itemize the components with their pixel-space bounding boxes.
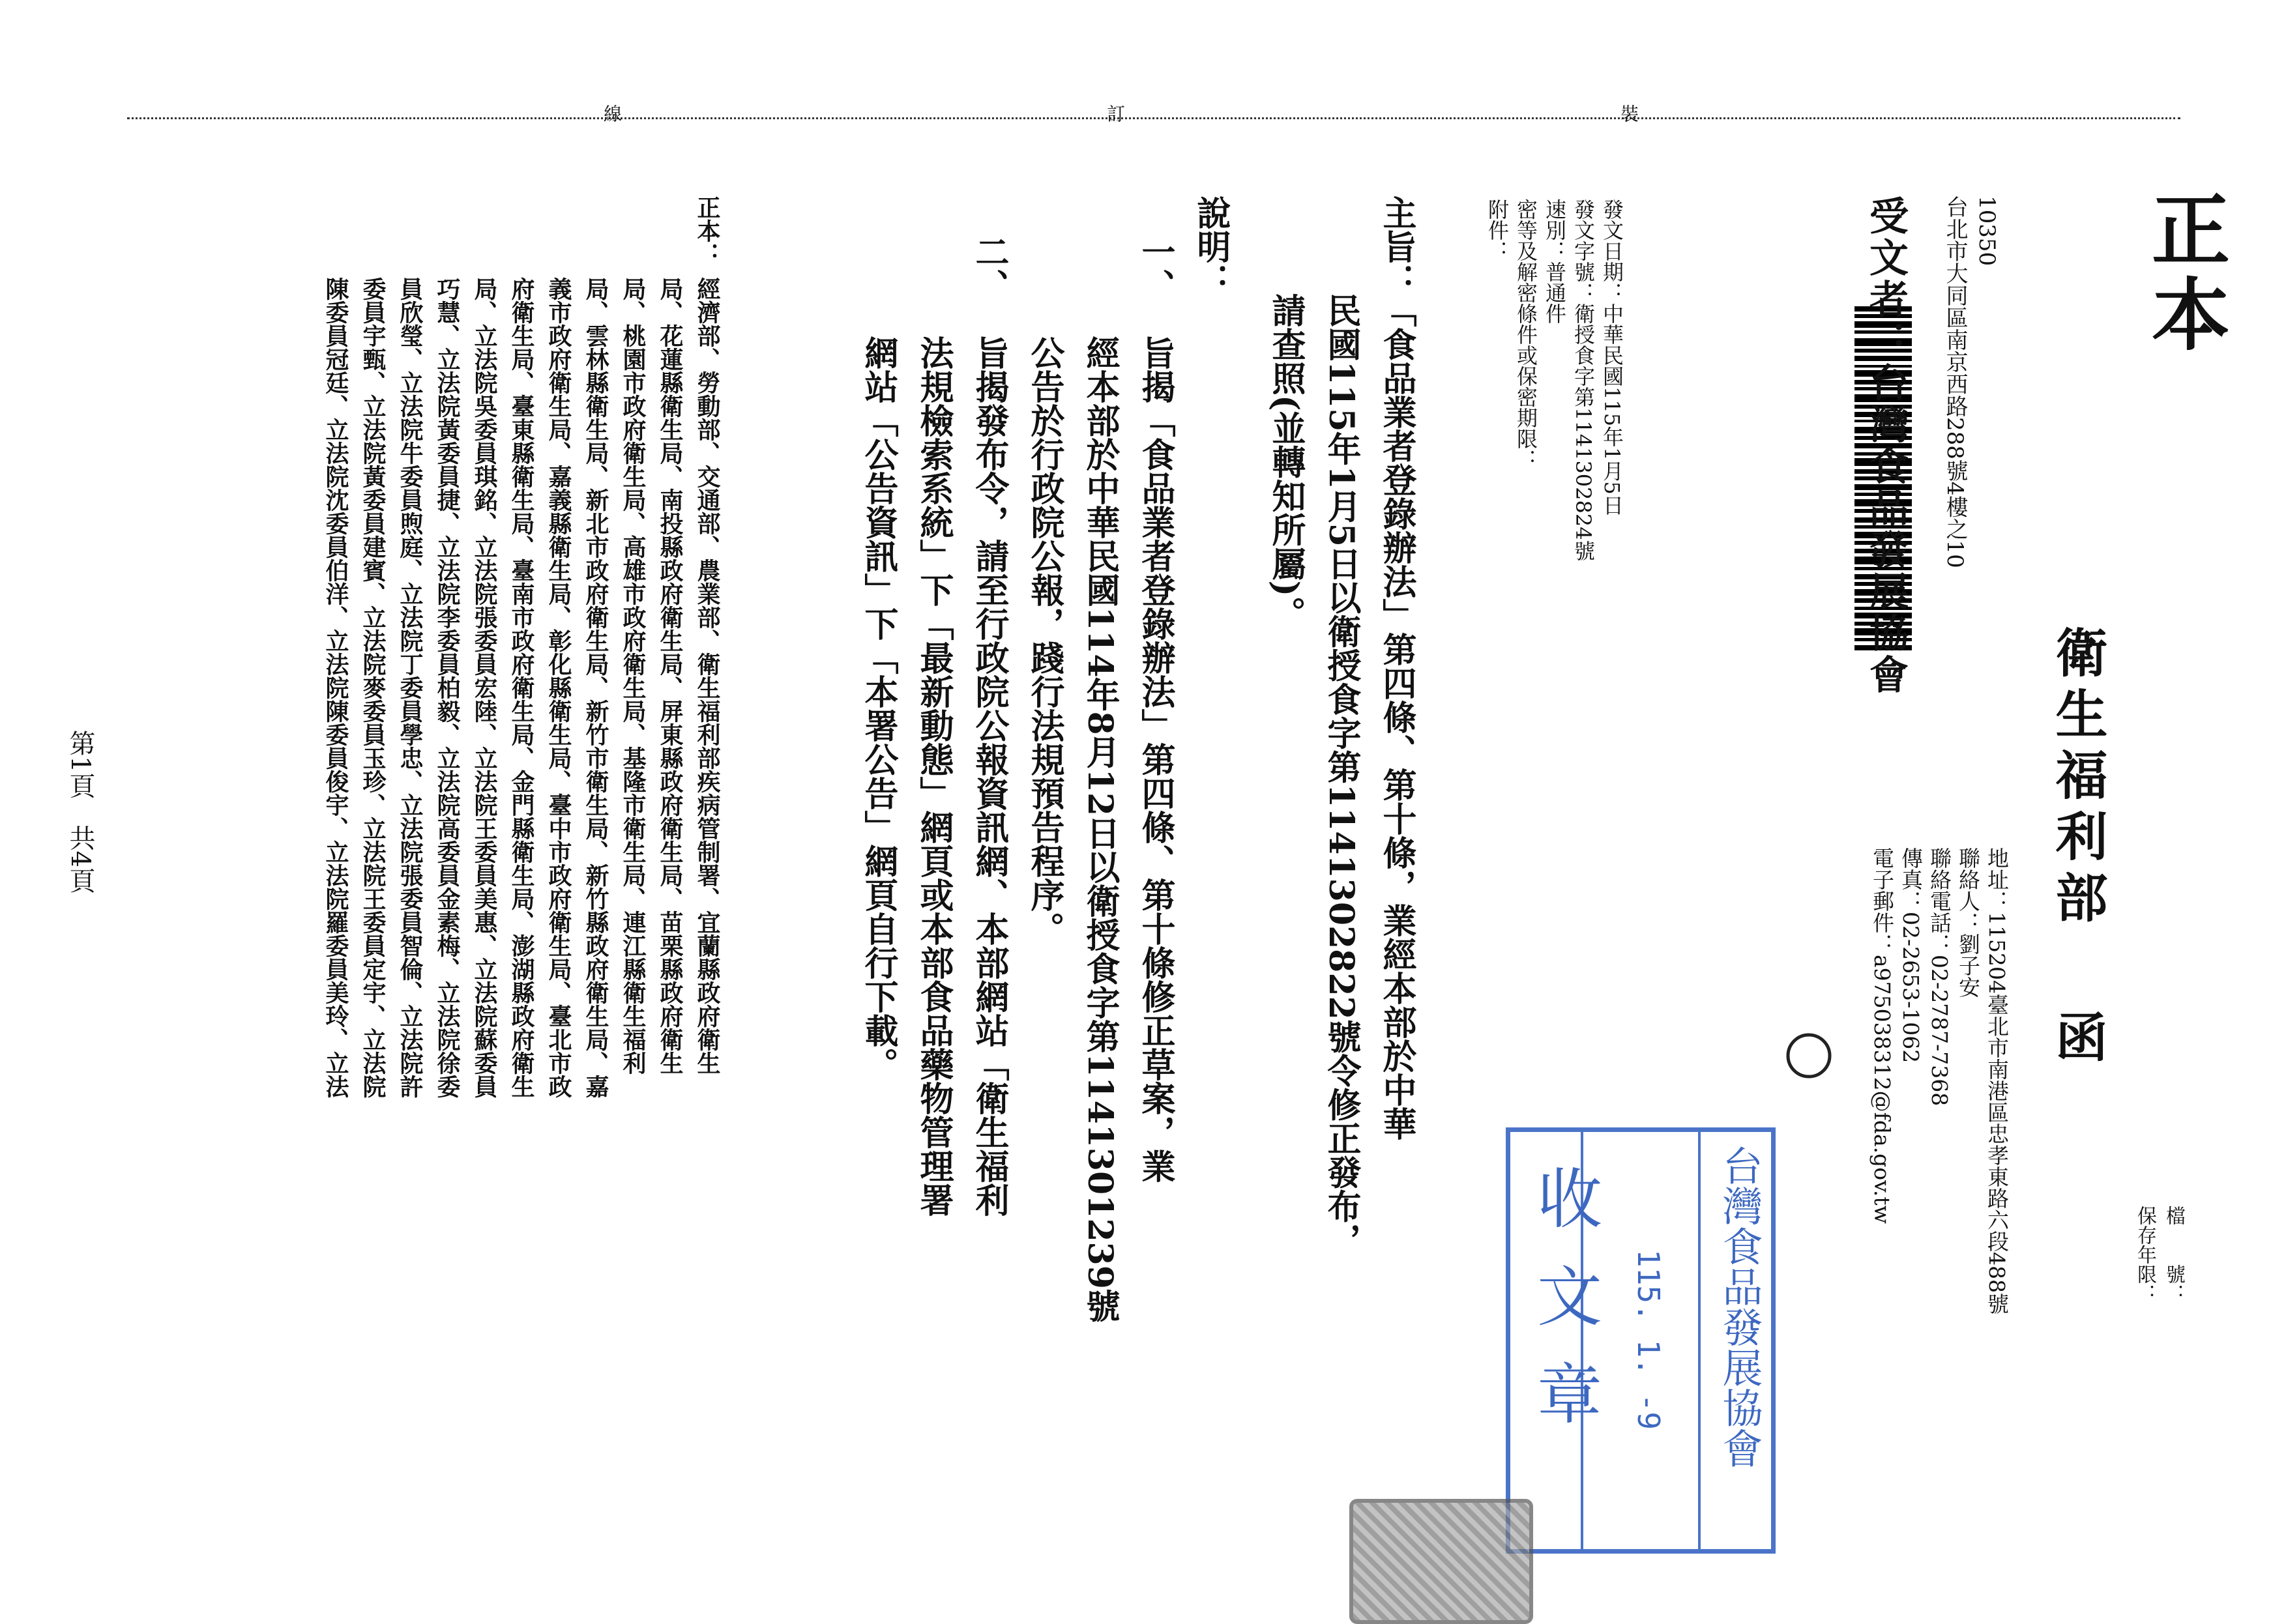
page-number: 第1頁 共4頁 xyxy=(65,730,95,893)
binding-char-xian: 線 xyxy=(601,104,623,123)
stamp-title: 收文章 xyxy=(1526,1165,1602,1458)
sender-address: 地址：115204臺北市南港區忠孝東路六段488號 xyxy=(1984,847,2010,1314)
explanation-item-2-line-1: 旨揭發布令，請至行政院公報資訊網、本部網站「衛生福利 xyxy=(969,336,1009,1217)
binding-char-zhuang: 裝 xyxy=(1618,104,1639,123)
binding-fold-line xyxy=(127,117,2180,119)
explanation-item-2-line-2: 法規檢索系統」下「最新動態」網頁或本部食品藥物管理署 xyxy=(914,336,954,1217)
copies-line-1: 經濟部、勞動部、交通部、農業部、衛生福利部疾病管制署、宜蘭縣政府衛生 xyxy=(694,277,721,1075)
copies-line-9: 員欣瑩、立法院牛委員煦庭、立法院丁委員學忠、立法院張委員智倫、立法院許 xyxy=(396,277,424,1098)
copies-line-6: 府衛生局、臺東縣衛生局、臺南市政府衛生局、金門縣衛生局、澎湖縣政府衛生 xyxy=(508,277,535,1098)
subject-line-3: 請查照(並轉知所屬)。 xyxy=(1266,293,1306,631)
stamp-date: 115. 1. -9 xyxy=(1631,1249,1666,1430)
issue-date: 發文日期：中華民國115年1月5日 xyxy=(1600,199,1624,515)
sender-fax: 傳真：02-2653-1062 xyxy=(1898,847,1924,1064)
attachment-label: 附件： xyxy=(1485,199,1510,261)
delivery-speed: 速別：普通件 xyxy=(1542,199,1567,324)
explanation-item-1-line-1: 旨揭「食品業者登錄辦法」第四條、第十條修正草案，業 xyxy=(1136,336,1175,1183)
recipient-address: 台北市大同區南京西路288號4樓之10 xyxy=(1942,196,1968,568)
received-stamp xyxy=(1506,1127,1776,1554)
circle-mark-icon xyxy=(1783,1030,1835,1082)
explanation-item-1-number: 一、 xyxy=(1136,235,1175,302)
explanation-item-1-line-2: 經本部於中華民國114年8月12日以衛授食字第1141301239號 xyxy=(1080,336,1120,1323)
secrecy-level: 密等及解密條件或保密期限： xyxy=(1514,199,1538,470)
binding-char-ding: 訂 xyxy=(1104,104,1126,123)
copies-line-11: 陳委員冠廷、立法院沈委員伯洋、立法院陳委員俊宇、立法院羅委員美玲、立法 xyxy=(322,277,349,1098)
subject-line-1: 「食品業者登錄辦法」第四條、第十條，業經本部於中華 xyxy=(1377,293,1416,1140)
explanation-item-1-line-3: 公告於行政院公報，踐行法規預告程序。 xyxy=(1025,336,1064,946)
copies-line-2: 局、花蓮縣衛生局、南投縣政府衛生局、屏東縣政府衛生局、苗栗縣政府衛生 xyxy=(656,277,684,1075)
original-copy-mark: 正本 xyxy=(2139,189,2231,358)
recipient-postcode: 10350 xyxy=(1974,196,2000,267)
explanation-item-2-number: 二、 xyxy=(969,235,1009,302)
document-type: 函 xyxy=(2047,1010,2108,1062)
copies-line-5: 義市政府衛生局、嘉義縣衛生局、彰化縣衛生局、臺中市政府衛生局、臺北市政 xyxy=(545,277,572,1098)
document-number: 發文字號：衛授食字第1141302824號 xyxy=(1571,199,1596,561)
copies-line-8: 巧慧、立法院黃委員捷、立法院李委員柏毅、立法院高委員金素梅、立法院徐委 xyxy=(433,277,461,1098)
explanation-item-2-line-3: 網站「公告資訊」下「本署公告」網頁自行下載。 xyxy=(858,336,898,1081)
sender-contact: 聯絡人：劉子安 xyxy=(1956,847,1981,998)
subject-line-2: 民國115年1月5日以衛授食字第1141302822號令修正發布， xyxy=(1321,293,1361,1257)
copies-line-3: 局、桃園市政府衛生局、高雄市政府衛生局、基隆市衛生局、連江縣衛生福利 xyxy=(619,277,647,1075)
copies-line-10: 委員宇甄、立法院黃委員建賓、立法院麥委員玉珍、立法院王委員定宇、立法院 xyxy=(359,277,387,1098)
retention-label: 保存年限： xyxy=(2133,1206,2156,1303)
file-number-label: 檔 號： xyxy=(2162,1206,2185,1303)
copies-label: 正本： xyxy=(694,196,721,266)
copies-line-7: 局、立法院吳委員琪銘、立法院張委員宏陸、立法院王委員美惠、立法院蘇委員 xyxy=(471,277,498,1098)
copies-line-4: 局、雲林縣衛生局、新北市政府衛生局、新竹市衛生局、新竹縣政府衛生局、嘉 xyxy=(582,277,609,1098)
seal-stamp-icon xyxy=(1349,1499,1533,1624)
sender-email: 電子郵件：a97503831​2@fda.gov.tw xyxy=(1869,847,1895,1224)
recipient-name: 受文者：台灣食品發展協會 xyxy=(1863,196,1909,696)
sender-agency: 衛生福利部 xyxy=(2047,626,2108,932)
subject-label: 主旨： xyxy=(1377,196,1416,297)
explanation-label: 說明： xyxy=(1191,196,1231,297)
stamp-organization: 台灣食品發展協會 xyxy=(1716,1145,1763,1468)
sender-phone: 聯絡電話：02-2787-7368 xyxy=(1927,847,1952,1107)
